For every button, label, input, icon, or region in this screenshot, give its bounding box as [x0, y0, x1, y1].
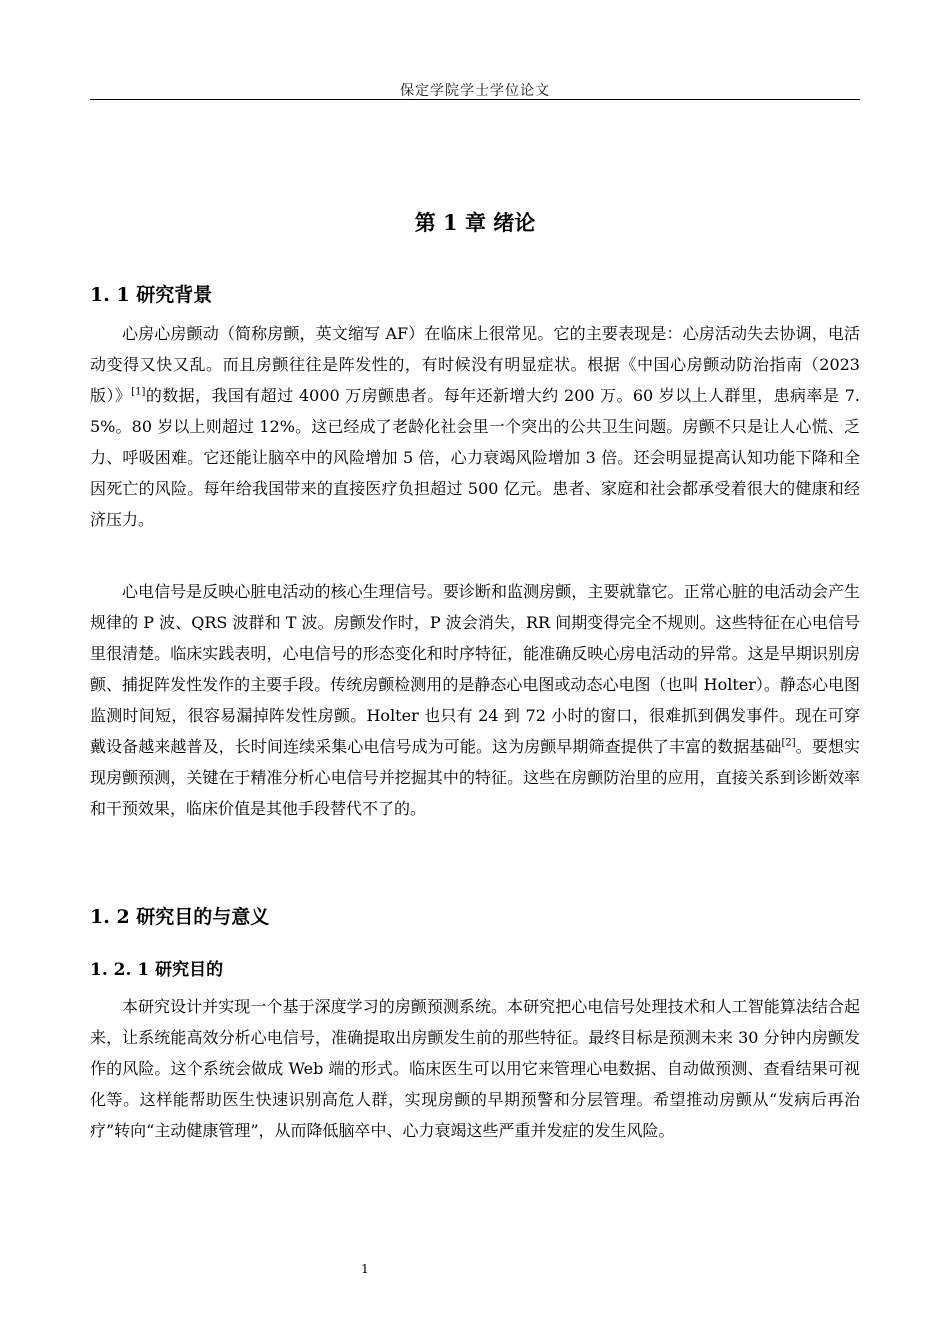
paragraph-text: 心电信号是反映心脏电活动的核心生理信号。要诊断和监测房颤，主要就靠它。正常心脏的电活动会产生规律的 P 波、QRS 波群和 T 波。房颤发作时，P 波会消失，RR 间期变得完全不规则。这些特征在心电信号里很清楚。临床实践表明，心电信号的形态变化和时序特征，能准确反映心房电活动的异常。这是早期识别房颤、捕捉阵发性发作的主要手段。传统房颤检测用的是静态心电图或动态心电图（也叫 Holter）。静态心电图监测时间短，很容易漏掉阵发性房颤。Holter 也只有 24 到 72 小时的窗口，很难抓到偶发事件。现在可穿戴设备越来越普及，长时间连续采集心电信号成为可能。这为房颤早期筛查提供了丰富的数据基础 [90, 582, 860, 756]
chapter-title: 第 1 章 绪论 [414, 210, 536, 235]
citation-1: [1] [131, 386, 146, 398]
paragraph-background-2 [90, 576, 860, 824]
section-heading-1-2: 1. 2 研究目的与意义 [90, 906, 270, 928]
paragraph-text: 。要想实现房颤预测，关键在于精准分析心电信号并挖掘其中的特征。这些在房颤防治里的应用，直接关系到诊断效率和干预效果，临床价值是其他手段替代不了的。 [90, 737, 860, 818]
running-header: 保定学院学士学位论文 [400, 83, 550, 99]
subsection-heading-1-2-1: 1. 2. 1 研究目的 [90, 960, 224, 980]
section-heading-1-1: 1. 1 研究背景 [90, 284, 213, 306]
paragraph-purpose: 本研究设计并实现一个基于深度学习的房颤预测系统。本研究把心电信号处理技术和人工智能算法结合起来，让系统能高效分析心电信号，准确提取出房颤发生前的那些特征。最终目标是预测未来 30 分钟内房颤发作的风险。这个系统会做成 Web 端的形式。临床医生可以用它来管理心电数据、自动做预测、查看结果可视化等。这样能帮助医生快速识别高危人群，实现房颤的早期预警和分层管理。希望推动房颤从“发病后再治疗”转向“主动健康管理”，从而降低脑卒中、心力衰竭这些严重并发症的发生风险。 [90, 997, 860, 1140]
page-number: 1 [361, 1262, 369, 1276]
paragraph-background-1 [90, 318, 860, 535]
citation-2: [2] [781, 737, 796, 749]
header-rule [90, 99, 860, 100]
paragraph-text: 心房心房颤动（简称房颤，英文缩写 AF）在临床上很常见。它的主要表现是：心房活动失去协调，电活动变得又快又乱。而且房颤往往是阵发性的，有时候没有明显症状。根据《中国心房颤动防治指南（2023 版）》 [90, 324, 860, 405]
paragraph-text: 的数据，我国有超过 4000 万房颤患者。每年还新增大约 200 万。60 岁以上人群里，患病率是 7. 5%。80 岁以上则超过 12%。这已经成了老龄化社会里一个突出的公共卫生问题。房颤不只是让人心慌、乏力、呼吸困难。它还能让脑卒中的风险增加 5 倍，心力衰竭风险增加 3 倍。还会明显提高认知功能下降和全因死亡的风险。每年给我国带来的直接医疗负担超过 500 亿元。患者、家庭和社会都承受着很大的健康和经济压力。 [90, 386, 860, 529]
